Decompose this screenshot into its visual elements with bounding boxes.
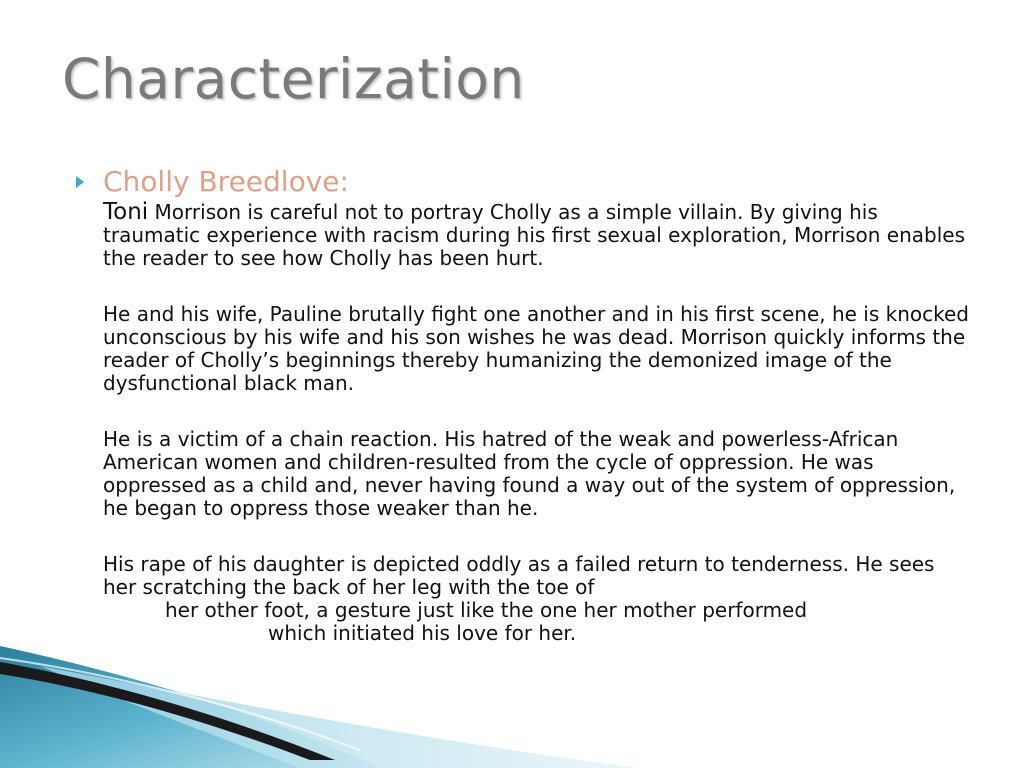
slide-content: [103, 165, 973, 645]
swoosh-dark-stripe: [0, 662, 335, 760]
swoosh-light-band: [40, 666, 640, 768]
paragraph-1: [103, 198, 973, 270]
section-heading: Cholly Breedlove:: [103, 165, 349, 198]
paragraph-4-line-2: her other foot, a gesture just like the one her mother performed: [165, 597, 808, 622]
swoosh-thin-stripe: [0, 658, 360, 750]
bullet-arrow-icon: [76, 176, 84, 188]
paragraph-4-line-3: which initiated his love for her.: [268, 620, 577, 645]
swoosh-blue-band: [0, 646, 380, 768]
paragraph-4-line-1: His rape of his daughter is depicted oddly as a failed return to tenderness. He sees her scratching the back of her leg with the toe of: [103, 551, 935, 599]
paragraph-4: [103, 553, 973, 645]
slide-title: Characterization: [62, 47, 525, 111]
paragraph-1-first-word: Toni: [103, 198, 149, 225]
paragraph-1-text: Morrison is careful not to portray Cholly as a simple villain. By giving his traumatic experience with racism during his first sexual exploration, Morrison enables the reader to see how Cholly has been hurt.: [103, 199, 965, 270]
paragraph-2: He and his wife, Pauline brutally fight one another and in his first scene, he is knocked unconscious by his wife and his son wishes he was dead. Morrison quickly informs the reader of Cholly’s beginnings thereby humanizing the demonized image of the dysfunctional black man.: [103, 301, 969, 395]
paragraph-3: He is a victim of a chain reaction. His hatred of the weak and powerless-African American women and children-resulted from the cycle of oppression. He was oppressed as a child and, never having found a way out of the system of oppression, he began to oppress those weaker than he.: [103, 426, 956, 520]
